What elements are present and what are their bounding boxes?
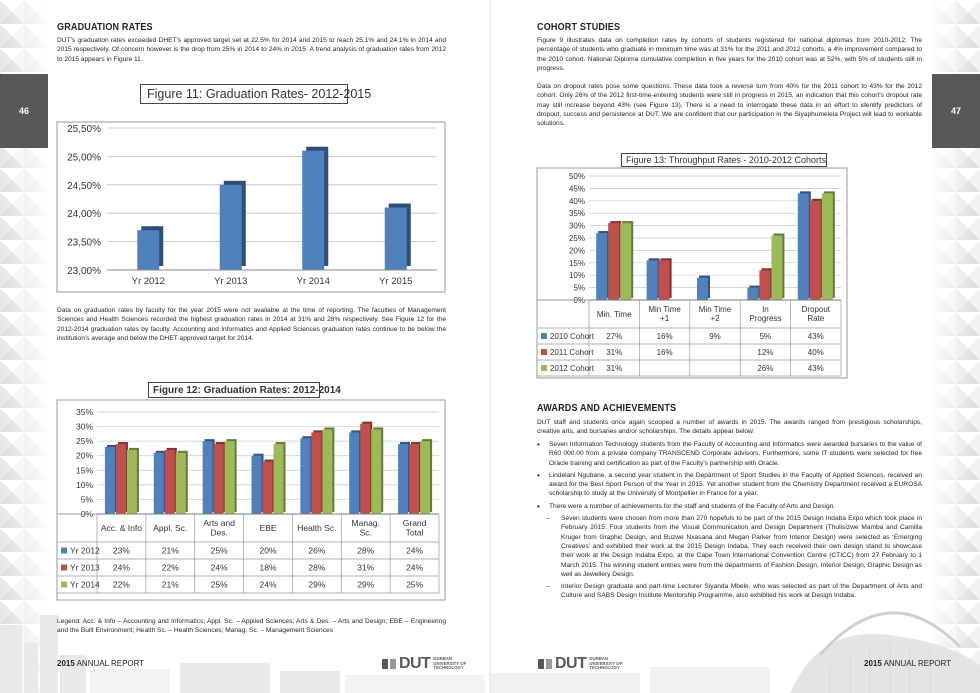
- data-label: 16%: [656, 348, 673, 357]
- figure-11-chart: [57, 122, 445, 292]
- category-label: Min Time: [648, 305, 681, 314]
- data-label: 24%: [112, 562, 130, 573]
- bar-2010-cohort: [697, 278, 708, 300]
- bar-2012-cohort: [771, 236, 782, 300]
- data-label: 9%: [709, 332, 721, 341]
- legend-swatch: [541, 349, 547, 355]
- page-number-left: 46: [18, 106, 29, 116]
- y-tick-label: 35%: [75, 407, 93, 417]
- data-label: 12%: [757, 348, 774, 357]
- awards-paragraph: DUT staff and students once again scooped a number of awards in 2015. The awards ranged from prestigious scholarships, creative arts, and bursaries and/or scholarships. The details appear below:: [537, 419, 922, 436]
- y-tick-label: 50%: [568, 172, 585, 181]
- award-bullet: • Seven Information Technology students from the Faculty of Accounting and Informatics were awarded bursaries to the value of R60 000.00 from a private company TRANSCEND Corporate advisors. Furthermore, some IT students were selected for free Oracle training and certification as part of the Faculty’s partnership with Oracle.: [537, 440, 922, 468]
- legend-label: 2012 Cohort: [550, 364, 595, 373]
- y-tick-label: 10%: [568, 271, 585, 281]
- y-tick-label: 24,00%: [67, 209, 101, 221]
- data-label: 43%: [807, 332, 824, 341]
- legend-swatch: [61, 548, 67, 554]
- y-tick-label: 24,50%: [67, 180, 101, 192]
- bar-yr-2012: [154, 453, 164, 514]
- y-tick-label: 0%: [573, 296, 585, 305]
- bar-yr-2014: [274, 444, 284, 514]
- bar-yr-2014: [371, 429, 381, 514]
- category-label: Rate: [807, 314, 825, 324]
- bar-yr-2013: [311, 432, 321, 514]
- bar-yr-2014: [176, 453, 186, 514]
- city-skyline-left: [0, 585, 490, 693]
- logo-text-right: DURBAN UNIVERSITY OF TECHNOLOGY: [589, 656, 623, 671]
- x-tick-label: Yr 2013: [214, 276, 248, 287]
- bar-yr-2013: [409, 444, 419, 514]
- graduation-rates-paragraph: DUT’s graduation rates exceeded DHET’s approved target set at 22.5% for 2014 and 2015 to reach 25.1% and 24.1% in 2014 and 2015 respectively. Of concern however is the drop from 25% in 2014 to 24% in 2015. A trend analysis of graduation rates from 2012 to 2015 appears in Figure 11.: [57, 37, 446, 63]
- bar-2011-cohort: [810, 201, 821, 300]
- data-label: 24%: [259, 579, 277, 590]
- category-label: Des.: [210, 527, 228, 538]
- logo-text-left: DURBAN UNIVERSITY OF TECHNOLOGY: [433, 656, 467, 671]
- cohort-paragraph-2: Data on dropout rates pose some questions. These data took a reverse turn from 40% for the 2011 cohort to 43% for the 2012 cohort. Only 26% of the 2012 first-time-entering students were still in progress in 2015, an indication that this cohort’s dropout rate may still increase beyond 43% (see Figure 13). There is a need to interrogate these data in an effort to identify predictors of dropout, success and persistence at DUT. We are confident that our participation in the Siyaphumelela Project will lead to workable solutions.: [537, 83, 922, 128]
- bar-2010-cohort: [747, 288, 758, 300]
- y-tick-label: 5%: [80, 494, 93, 505]
- legend-swatch: [541, 365, 547, 371]
- dut-logo-icon: [538, 659, 552, 669]
- data-label: 31%: [606, 364, 623, 373]
- data-label: 24%: [406, 545, 424, 556]
- bar-2010-cohort: [798, 193, 809, 300]
- footer-left: [57, 659, 144, 668]
- y-tick-label: 20%: [75, 450, 93, 461]
- y-tick-label: 0%: [80, 509, 93, 519]
- category-label: Progress: [749, 314, 782, 324]
- category-label: Dropout: [801, 305, 831, 314]
- award-bullet: – Interior Design graduate and part-time Lecturer Siyanda Mbele, who was selected as part of the Department of Arts and Culture and SABS Design Institute Mentorship Programme, also exhibited his work at Design Indaba.: [537, 582, 922, 601]
- award-bullet: • There were a number of achievements for the staff and students of the Faculty of Arts and Design.: [537, 502, 922, 511]
- footer-year-left: 2015: [57, 659, 75, 668]
- bar-2011-cohort: [608, 223, 619, 300]
- y-tick-label: 25,50%: [67, 124, 101, 135]
- data-label: 29%: [357, 579, 375, 590]
- page-number-tab-right: [932, 74, 980, 148]
- data-label: 28%: [308, 562, 326, 573]
- y-tick-label: 15%: [568, 258, 585, 268]
- bar-yr-2012: [203, 441, 213, 514]
- bar-yr-2014: [322, 429, 332, 514]
- category-label: Manag.: [351, 517, 380, 528]
- data-label: 22%: [161, 562, 179, 573]
- data-label: 31%: [606, 348, 623, 357]
- bar-yr-2014: [302, 151, 324, 270]
- legend-swatch: [541, 333, 547, 339]
- legend-label: Yr 2012: [70, 545, 100, 556]
- legend-swatch: [61, 582, 67, 588]
- footer-year-right: 2015: [864, 659, 882, 668]
- data-label: 18%: [259, 562, 277, 573]
- bar-yr-2013: [360, 424, 370, 514]
- category-label: Total: [405, 527, 424, 538]
- page-gutter: [489, 0, 491, 693]
- bar-yr-2014: [127, 450, 137, 514]
- data-label: 21%: [161, 545, 179, 556]
- logo-mark-right: DUT: [555, 655, 587, 672]
- page-number-right: 47: [950, 106, 961, 116]
- y-tick-label: 15%: [75, 465, 93, 476]
- bar-2010-cohort: [647, 260, 658, 300]
- y-tick-label: 25,00%: [67, 152, 101, 164]
- y-tick-label: 23,00%: [67, 266, 101, 277]
- footer-label-right: ANNUAL REPORT: [883, 659, 952, 668]
- bar-yr-2012: [398, 444, 408, 514]
- y-tick-label: 25%: [75, 436, 93, 447]
- category-label: Acc. & Info: [100, 522, 142, 533]
- x-tick-label: Yr 2012: [131, 276, 165, 287]
- data-label: 28%: [357, 545, 375, 556]
- awards-heading: AWARDS AND ACHIEVEMENTS: [537, 402, 677, 414]
- bar-yr-2014: [420, 441, 430, 514]
- figure-11-title: Figure 11: Graduation Rates- 2012-2015: [140, 84, 348, 104]
- dut-logo-icon: [382, 659, 396, 669]
- data-label: 21%: [161, 579, 179, 590]
- data-label: 27%: [606, 332, 623, 341]
- logo-mark-left: DUT: [399, 655, 431, 672]
- graduation-rates-heading: GRADUATION RATES: [57, 21, 153, 33]
- category-label: Sc.: [359, 527, 372, 538]
- data-label: 24%: [210, 562, 228, 573]
- data-label: 26%: [757, 364, 774, 373]
- x-tick-label: Yr 2015: [379, 276, 413, 287]
- award-bullet: – Seven students were chosen from more than 270 hopefuls to be part of the 2015 Design Indaba Expo which took place in February 2015. Four students from the Visual Communication and Design Department (Thulisizwe Mamba and Camilla Kruger from Graphic Design, and Buzwe Nxasana and Megan Parker from Interior Design) were selected as ‘Emerging Creatives’ and exhibited their work at the 2015 Design Indaba. They each received their own design stand to showcase their work at the Design Indaba Expo, at the Cape Town International Convention Centre (CTICC) from 27 February to 1 March 2015. The winning student entries were from the departments of Fashion Design, Interior Design, Graphic Design as well as Jewellery Design.: [537, 514, 922, 579]
- cohort-paragraph-1: Figure 9 illustrates data on completion rates by cohorts of students registered for national diplomas from 2010-2012. The percentage of students who graduate in minimum time was at 31% for the 2011 and 2012 cohorts, a 4% improvement compared to the 2010 cohort. National Diploma cumulative completion in five years for the 2010 cohort was at 52%, with 5% of students still in progress.: [537, 37, 922, 72]
- bar-yr-2012: [252, 456, 262, 514]
- faculty-rates-paragraph: Data on graduation rates by faculty for the year 2015 were not available at the time of reporting. The faculties of Management Sciences and Health Sciences recorded the highest graduation rates in 2014 at 31% and 28% respectively. See Figure 12 for the 2012-2014 graduation rates by faculty. Accounting and Informatics and Applied Sciences graduation rates continue to be below the institution’s average and below the DHET approved target for 2014.: [57, 307, 446, 342]
- data-label: 31%: [357, 562, 375, 573]
- category-label: Min Time: [698, 305, 732, 314]
- data-label: 20%: [259, 545, 277, 556]
- x-tick-label: Yr 2014: [296, 276, 330, 287]
- figure-12-chart: [57, 400, 445, 600]
- legend-label: Yr 2014: [70, 579, 100, 590]
- bar-yr-2012: [349, 432, 359, 514]
- category-label: +2: [710, 314, 720, 324]
- y-tick-label: 45%: [568, 184, 585, 194]
- data-label: 29%: [308, 579, 326, 590]
- bar-yr-2013: [220, 185, 242, 270]
- legend-note: Legend: Acc. & Info – Accounting and Informatics; Appl. Sc. – Applied Sciences; Arts & Des. – Arts and Design; EBE – Engineering and the Built Environment; Health Sc. – Health Sciences; Manag. Sc. – Management Sciences: [57, 618, 446, 635]
- y-tick-label: 30%: [568, 221, 585, 231]
- legend-label: 2011 Cohort: [550, 348, 594, 357]
- bar-2012-cohort: [620, 223, 631, 300]
- bar-2011-cohort: [659, 260, 670, 300]
- data-label: 22%: [112, 579, 130, 590]
- footer-label-left: ANNUAL REPORT: [76, 659, 145, 668]
- category-label: Health Sc.: [297, 522, 337, 533]
- category-label: Arts and: [203, 517, 235, 528]
- y-tick-label: 30%: [75, 421, 93, 432]
- data-label: 23%: [112, 545, 130, 556]
- bar-yr-2014: [225, 441, 235, 514]
- bar-yr-2013: [263, 462, 273, 514]
- category-label: Grand: [402, 517, 427, 528]
- y-tick-label: 5%: [573, 283, 585, 293]
- y-tick-label: 23,50%: [67, 237, 101, 249]
- bar-yr-2015: [385, 208, 407, 270]
- page-number-tab-left: [0, 74, 48, 148]
- category-label: Min. Time: [596, 309, 632, 319]
- footer-right: [864, 659, 951, 668]
- bar-yr-2012: [105, 447, 115, 514]
- legend-label: Yr 2013: [70, 562, 100, 573]
- data-label: 25%: [210, 579, 228, 590]
- bar-2011-cohort: [759, 270, 770, 300]
- category-label: +1: [660, 314, 670, 324]
- data-label: 5%: [759, 332, 772, 341]
- y-tick-label: 25%: [568, 234, 585, 243]
- figure-13-chart: [537, 168, 847, 378]
- category-label: Appl. Sc.: [153, 522, 188, 533]
- data-label: 40%: [807, 348, 824, 357]
- data-label: 24%: [406, 562, 424, 573]
- figure-13-title: Figure 13: Throughput Rates - 2010-2012 Cohorts: [621, 153, 827, 167]
- y-tick-label: 10%: [75, 479, 93, 490]
- y-tick-label: 20%: [568, 246, 585, 256]
- bar-yr-2013: [214, 444, 224, 514]
- bar-yr-2013: [116, 444, 126, 514]
- data-label: 25%: [406, 579, 424, 590]
- y-tick-label: 40%: [568, 196, 585, 206]
- figure-12-title: Figure 12: Graduation Rates: 2012-2014: [148, 382, 320, 398]
- category-label: EBE: [259, 522, 277, 533]
- awards-list: [537, 440, 922, 604]
- data-label: 25%: [210, 545, 228, 556]
- legend-swatch: [61, 565, 67, 571]
- bar-2012-cohort: [822, 193, 833, 300]
- data-label: 43%: [807, 364, 824, 373]
- data-label: 26%: [308, 545, 326, 556]
- legend-label: 2010 Cohort: [550, 332, 595, 341]
- bar-2010-cohort: [596, 233, 607, 300]
- category-label: In: [762, 305, 769, 314]
- data-label: 16%: [656, 332, 673, 341]
- dut-logo-left: [382, 655, 466, 673]
- cohort-studies-heading: COHORT STUDIES: [537, 21, 621, 33]
- bar-yr-2013: [165, 450, 175, 514]
- award-bullet: • Lindelani Ngubane, a second year student in the Department of Sport Studies in the Faculty of Applied Sciences, received an award for the Best Sport Person of the Year in 2015. Yet another student from the Chemistry Department received a EUROSA scholarship to study at the University of Montpellier in France for a year.: [537, 471, 922, 499]
- dut-logo-right: [538, 655, 622, 673]
- y-tick-label: 35%: [568, 209, 585, 219]
- bar-yr-2012: [300, 438, 310, 514]
- bar-yr-2012: [137, 230, 159, 270]
